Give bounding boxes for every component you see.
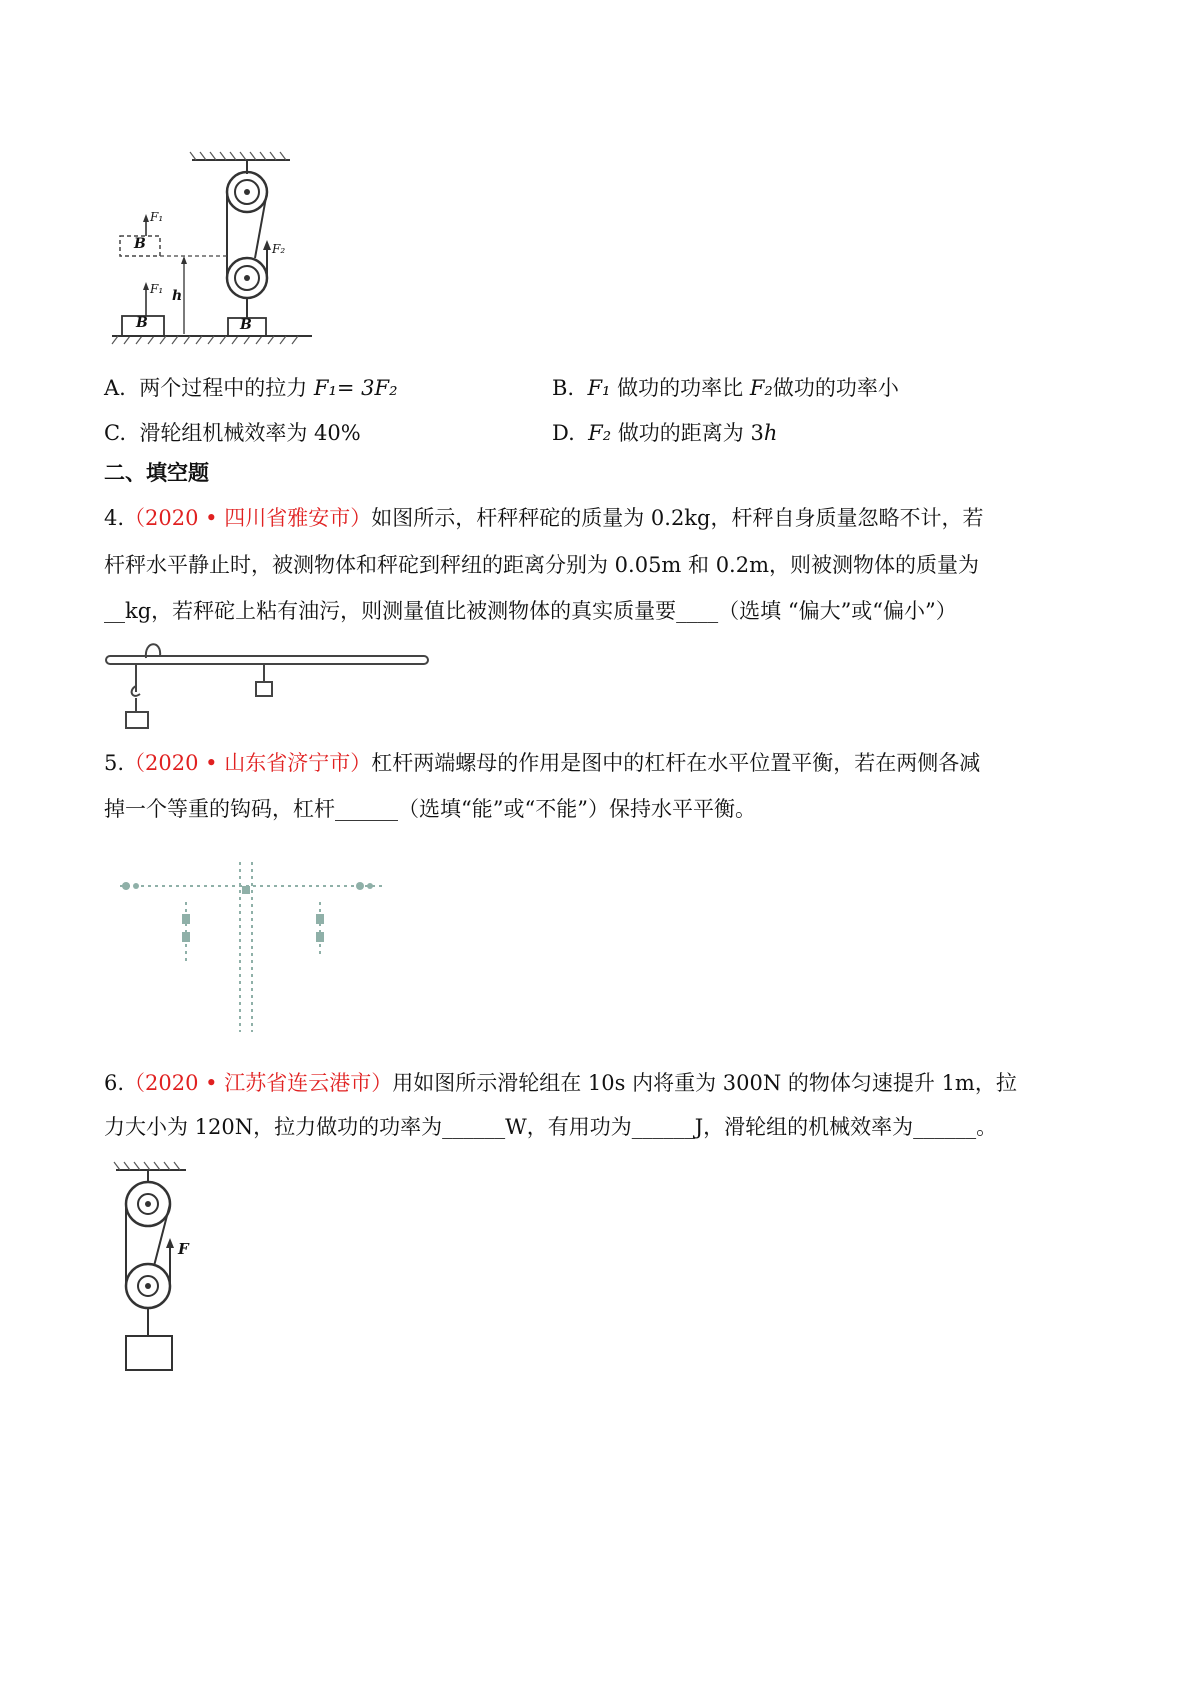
figure-lever-q5 bbox=[116, 862, 386, 1047]
section-title: 二、填空题 bbox=[104, 461, 209, 485]
q6-line2: 力大小为 120N，拉力做功的功率为______W，有用功为______J，滑轮组的机械效率为______。 bbox=[104, 1115, 998, 1139]
lever-diagram bbox=[116, 862, 386, 1047]
option-d-letter: D. bbox=[552, 421, 575, 445]
option-b[interactable] bbox=[552, 373, 899, 403]
option-b-var1: F₁ bbox=[587, 376, 611, 400]
label-f1-bottom: F₁ bbox=[150, 282, 164, 296]
label-b-ground: B bbox=[136, 315, 148, 331]
option-d-h: h bbox=[763, 421, 778, 445]
q5-line2: 掉一个等重的钩码，杠杆______（选填“能”或“不能”）保持水平平衡。 bbox=[104, 797, 756, 821]
option-a-letter: A. bbox=[104, 376, 126, 400]
option-a-formula: F₁= 3F₂ bbox=[313, 376, 398, 400]
option-c-letter: C. bbox=[104, 421, 126, 445]
option-b-text-after: 做功的功率小 bbox=[772, 376, 899, 400]
q4-line1 bbox=[104, 503, 983, 533]
label-f1-top: F₁ bbox=[150, 210, 164, 224]
figure-pulley-q6 bbox=[110, 1160, 220, 1380]
q5-source: （2020 • 山东省济宁市） bbox=[124, 751, 372, 775]
figure-pulley-q3 bbox=[112, 148, 312, 348]
q4-source: （2020 • 四川省雅安市） bbox=[124, 506, 372, 530]
q4-text1: 如图所示，杆秤秤砣的质量为 0.2kg，杆秤自身质量忽略不计，若 bbox=[371, 506, 984, 530]
q6-number: 6. bbox=[104, 1071, 125, 1095]
option-c-text: 滑轮组机械效率为 40% bbox=[139, 421, 361, 445]
q6-line1 bbox=[104, 1068, 1017, 1098]
option-b-var2: F₂ bbox=[749, 376, 773, 400]
label-b-right: B bbox=[240, 317, 252, 333]
option-a-text: 两个过程中的拉力 bbox=[139, 376, 314, 400]
q6-source: （2020 • 江苏省连云港市） bbox=[124, 1071, 393, 1095]
option-c[interactable] bbox=[104, 418, 361, 448]
label-h: h bbox=[172, 288, 183, 304]
q4-line2: 杆秤水平静止时，被测物体和秤砣到秤纽的距离分别为 0.05m 和 0.2m，则被测物体的质量为 bbox=[104, 553, 980, 577]
q5-line1 bbox=[104, 748, 980, 778]
q4-line3: __kg，若秤砣上粘有油污，则测量值比被测物体的真实质量要____（选填 “偏大”或“偏小”） bbox=[104, 599, 957, 623]
option-a[interactable] bbox=[104, 373, 398, 403]
option-d-var: F₂ bbox=[588, 421, 612, 445]
label-f: F bbox=[178, 1240, 189, 1258]
label-b-raised: B bbox=[134, 236, 146, 252]
q4-number: 4. bbox=[104, 506, 125, 530]
figure-steelyard-q4 bbox=[106, 636, 436, 736]
pulley-diagram-q6 bbox=[110, 1160, 220, 1380]
option-b-letter: B. bbox=[552, 376, 575, 400]
q5-number: 5. bbox=[104, 751, 125, 775]
q5-text1: 杠杆两端螺母的作用是图中的杠杆在水平位置平衡，若在两侧各减 bbox=[371, 751, 981, 775]
steelyard-diagram bbox=[106, 636, 436, 736]
option-d[interactable] bbox=[552, 418, 777, 448]
q6-text1: 用如图所示滑轮组在 10s 内将重为 300N 的物体匀速提升 1m，拉 bbox=[392, 1071, 1017, 1095]
label-f2: F₂ bbox=[272, 242, 286, 256]
option-b-text: 做功的功率比 bbox=[617, 376, 744, 400]
option-d-text: 做功的距离为 3 bbox=[617, 421, 764, 445]
